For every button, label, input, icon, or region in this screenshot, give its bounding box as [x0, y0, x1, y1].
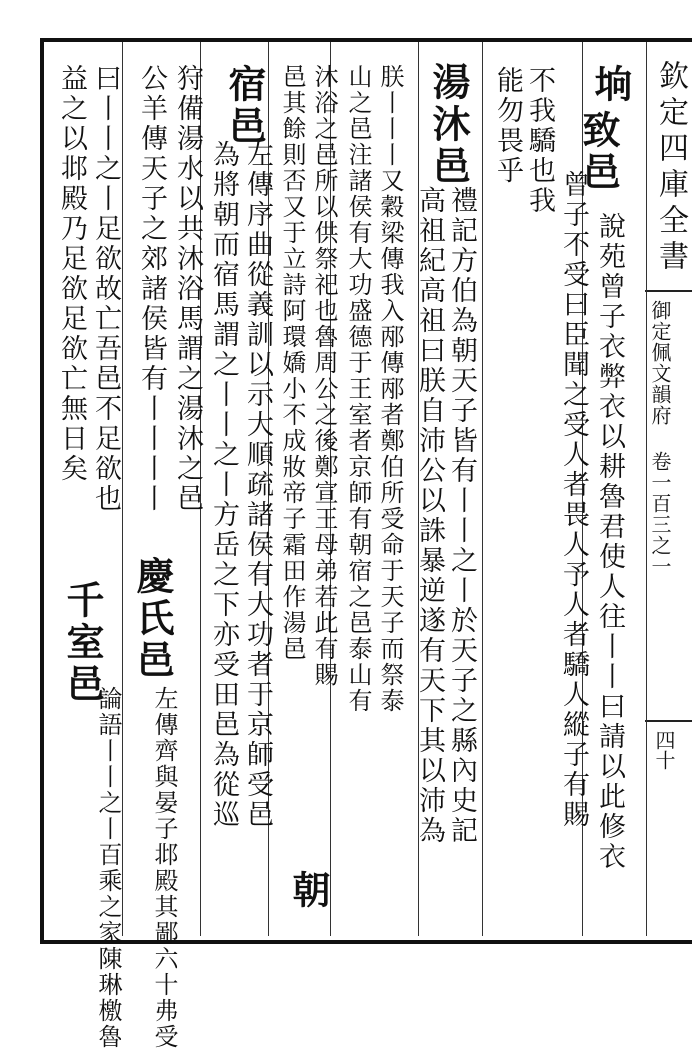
entry-heading: 致邑: [576, 110, 621, 194]
margin-divider-bottom: [645, 720, 692, 722]
column-rule: [482, 42, 483, 936]
text-column: 朕丨丨丨又穀梁傳我入邴傳邴者鄭伯所受命于天子而祭泰: [376, 64, 404, 714]
text-column: 禮記方伯為朝天子皆有丨丨之丨於天子之縣內史記: [446, 186, 477, 846]
margin-book-volume: 御定佩文韻府 卷一百三之一: [648, 300, 672, 577]
text-column: 說苑曾子衣弊衣以耕魯君使人往丨丨曰請以此修衣: [594, 212, 625, 872]
entry-heading-next: 朝: [286, 870, 331, 912]
text-column: 為將朝而宿馬謂之丨丨之丨方岳之下亦受田邑為從巡: [208, 140, 239, 830]
text-column: 山之邑注諸侯有大功盛德于王室者京師有朝宿之邑泰山有: [344, 64, 372, 714]
text-column: 曾子不受曰臣聞之受人者畏人予人者驕人縱子有賜: [558, 170, 589, 830]
margin-rule: [646, 42, 647, 936]
entry-heading: 宿邑: [222, 64, 267, 148]
entry-heading: 湯沐邑: [426, 62, 471, 188]
text-column: 曰丨丨之丨足欲故亡吾邑不足欲也: [90, 64, 121, 514]
text-column: 左傳序曲從義訓以示大順疏諸侯有大功者于京師受邑: [242, 140, 273, 830]
column-rule: [122, 42, 123, 936]
text-column: 邑其餘則否又于立詩阿環嬌小不成妝帝子霜田作湯邑: [278, 64, 306, 662]
margin-folio: 四十: [652, 730, 676, 770]
margin-title: 欽定四庫全書: [653, 60, 688, 276]
text-column: 狩備湯水以共沐浴馬謂之湯沐之邑: [172, 64, 203, 514]
text-column: 論語丨丨之丨百乘之家陳琳檄魯: [94, 686, 122, 1050]
text-column: 高祖紀高祖曰朕自沛公以誅暴逆遂有天下其以沛為: [414, 186, 445, 846]
entry-heading: 慶氏邑: [130, 556, 175, 682]
text-column: 沐浴之邑所以供祭祀也魯周公之後鄭宣王母弟若此有賜: [310, 64, 338, 688]
text-column: 公羊傳天子之郊諸侯皆有丨丨丨丨: [136, 64, 167, 514]
entry-heading: 千室邑: [60, 580, 105, 706]
text-column: 益之以邶殿乃足欲足欲亡無日矣: [56, 64, 87, 484]
text-column: 能勿畏乎: [492, 66, 523, 186]
entry-heading: 垧: [588, 64, 633, 106]
text-column: 不我驕也我: [524, 66, 555, 216]
margin-divider-top: [645, 290, 692, 292]
text-column: 左傳齊與晏子邶殿其鄙六十弗受: [150, 686, 178, 1050]
